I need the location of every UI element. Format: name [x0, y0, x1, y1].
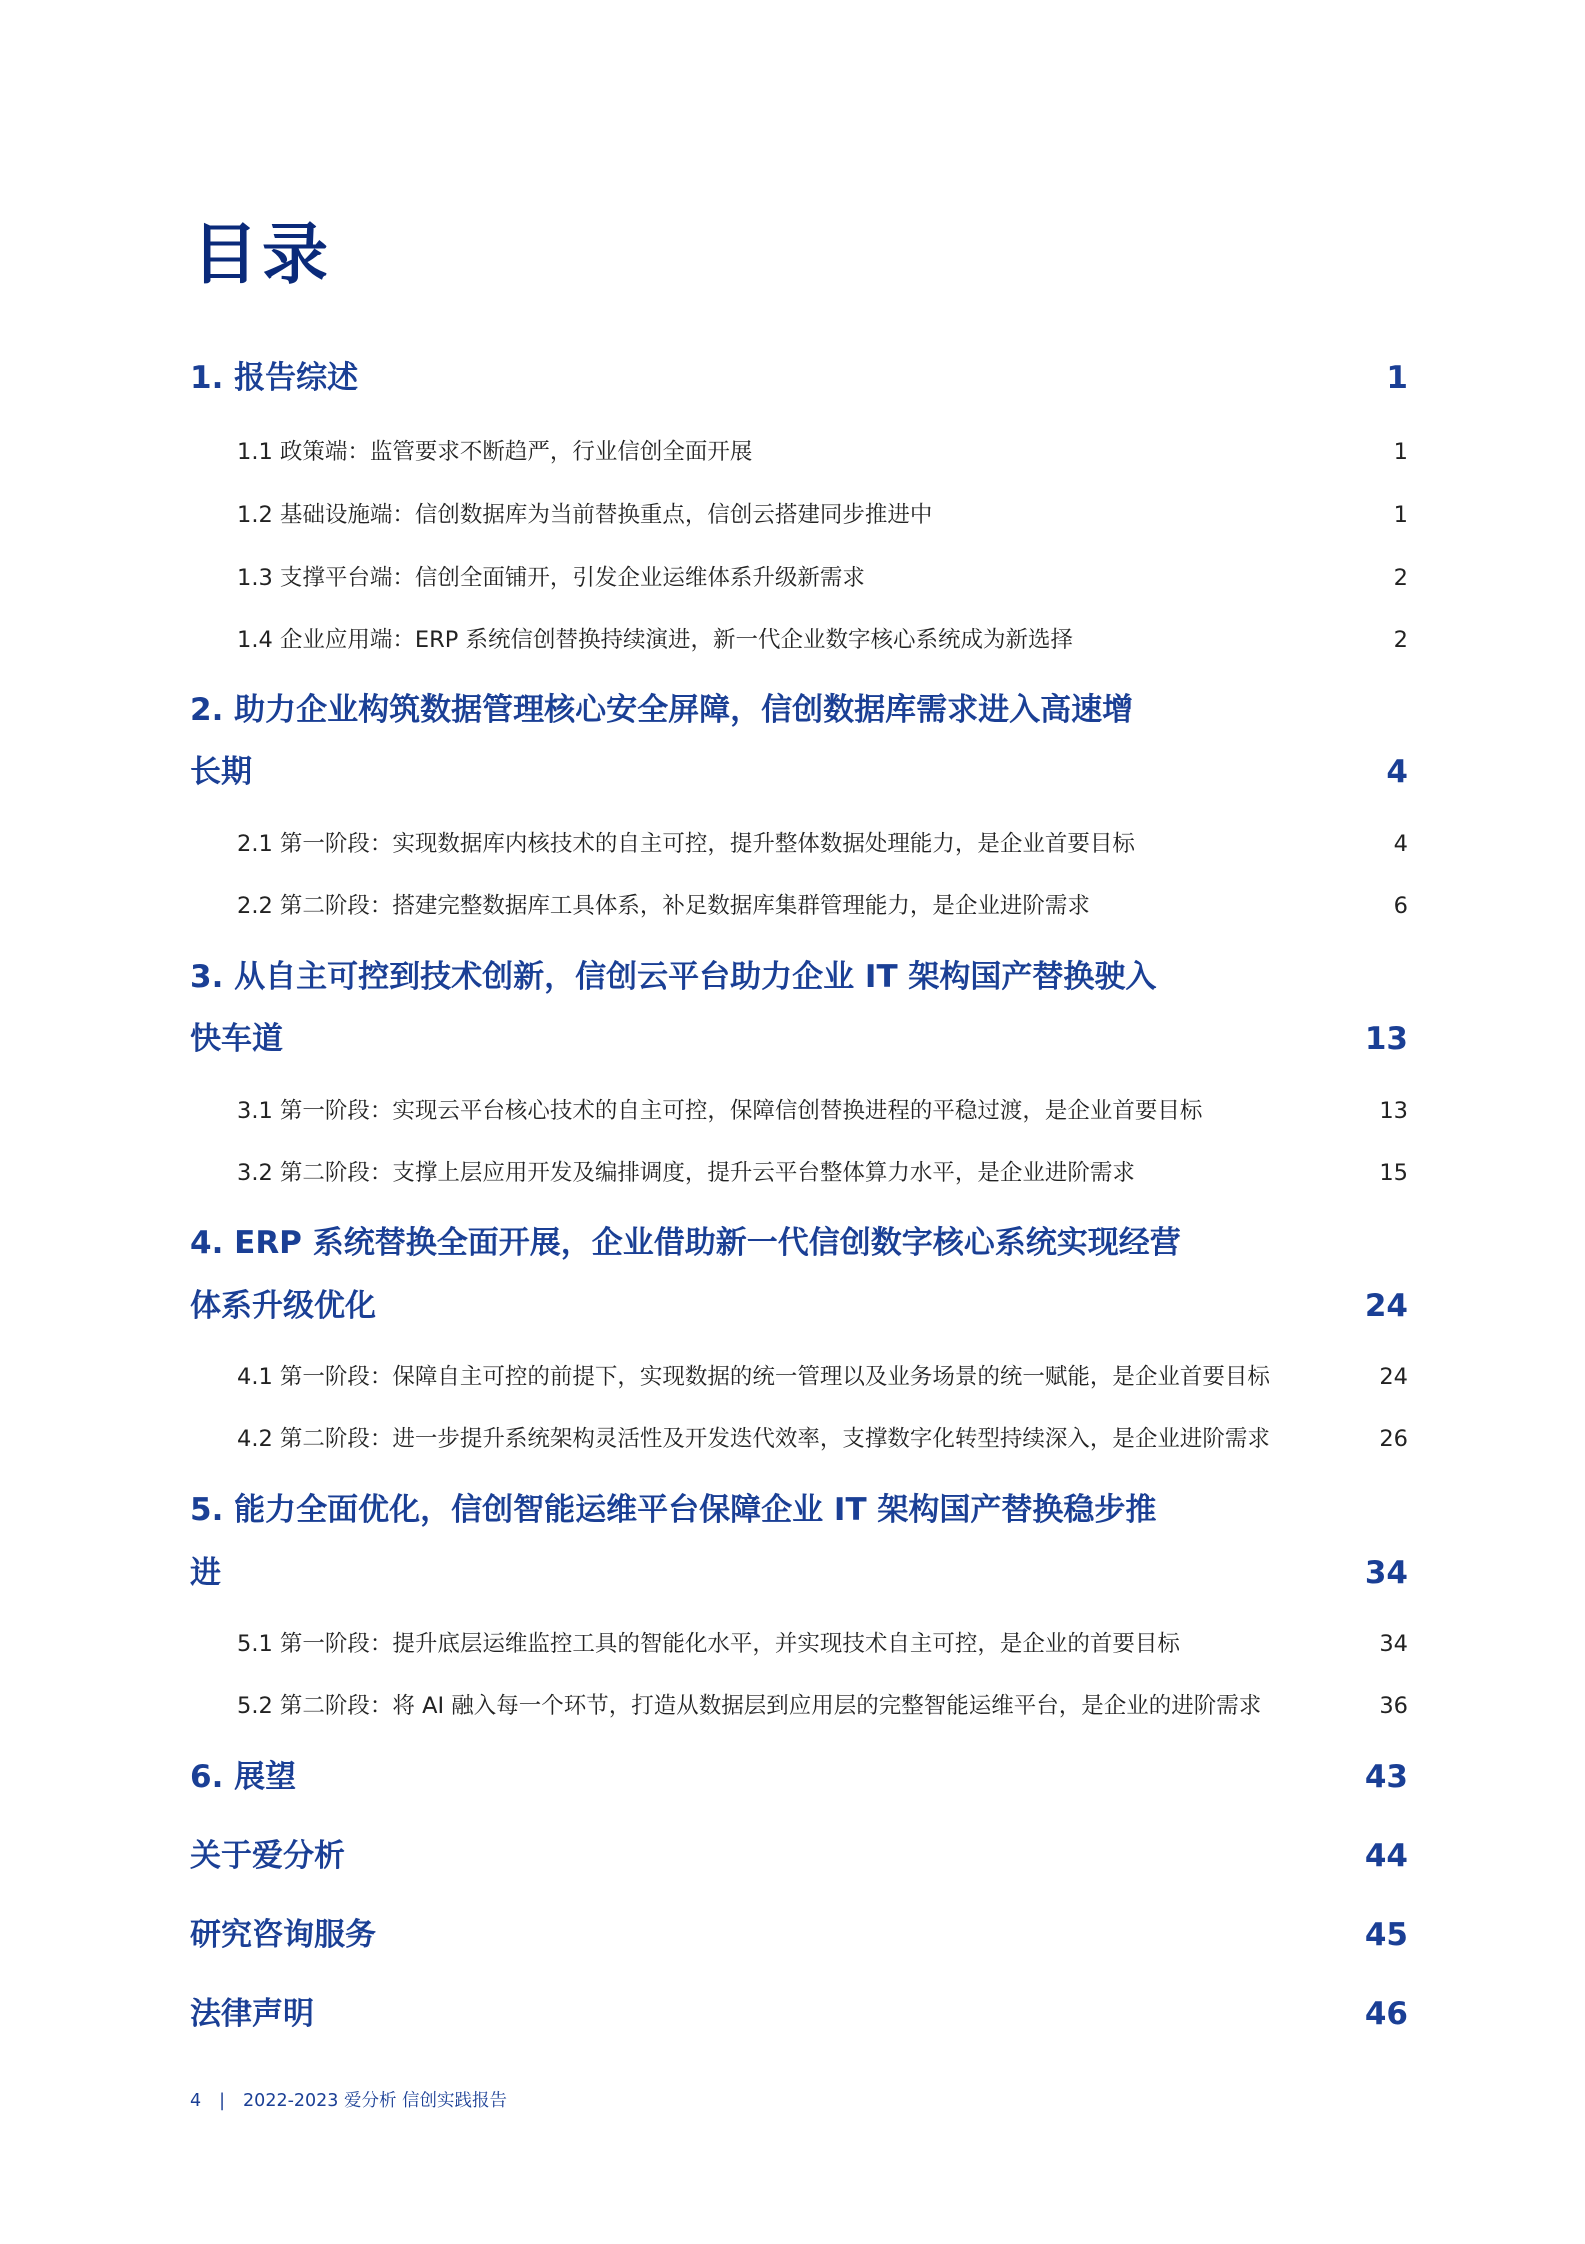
toc-subsection-1-2-page: 1	[1393, 502, 1408, 528]
toc-subsection-1-1[interactable]: 1.1 政策端：监管要求不断趋严，行业信创全面开展	[237, 439, 753, 465]
toc-section-4-page: 24	[1364, 1288, 1408, 1324]
toc-subsection-4-1[interactable]: 4.1 第一阶段：保障自主可控的前提下，实现数据的统一管理以及业务场景的统一赋能，是企业首要目标	[237, 1364, 1270, 1390]
footer-page-number: 4	[190, 2091, 202, 2111]
toc-subsection-4-2-page: 26	[1379, 1426, 1408, 1452]
toc-section-3-title-line2[interactable]: 快车道	[190, 1021, 283, 1057]
toc-section-6-title[interactable]: 6. 展望	[190, 1759, 297, 1795]
toc-subsection-5-2[interactable]: 5.2 第二阶段：将 AI 融入每一个环节，打造从数据层到应用层的完整智能运维平台，是企业的进阶需求	[237, 1693, 1262, 1719]
toc-section-5-title-line2[interactable]: 进	[190, 1555, 221, 1591]
footer-report-title: 2022-2023 爱分析 信创实践报告	[243, 2091, 508, 2111]
footer-separator: |	[219, 2091, 226, 2111]
toc-subsection-5-1[interactable]: 5.1 第一阶段：提升底层运维监控工具的智能化水平，并实现技术自主可控，是企业的首要目标	[237, 1631, 1180, 1657]
toc-subsection-1-4-page: 2	[1393, 627, 1408, 653]
toc-section-3-page: 13	[1364, 1021, 1408, 1057]
toc-section-1-page: 1	[1386, 360, 1408, 396]
toc-consulting-title[interactable]: 研究咨询服务	[190, 1917, 376, 1953]
page-title: 目录	[192, 216, 332, 293]
toc-subsection-3-1-page: 13	[1379, 1098, 1408, 1124]
page-footer	[190, 2087, 507, 2112]
toc-subsection-2-2-page: 6	[1393, 893, 1408, 919]
toc-section-6-page: 43	[1364, 1759, 1408, 1795]
toc-section-3-title-line1[interactable]: 3. 从自主可控到技术创新，信创云平台助力企业 IT 架构国产替换驶入	[190, 959, 1157, 995]
toc-section-5-title-line1[interactable]: 5. 能力全面优化，信创智能运维平台保障企业 IT 架构国产替换稳步推	[190, 1492, 1157, 1528]
toc-section-4-title-line2[interactable]: 体系升级优化	[190, 1288, 376, 1324]
toc-subsection-4-2[interactable]: 4.2 第二阶段：进一步提升系统架构灵活性及开发迭代效率，支撑数字化转型持续深入，是企业进阶需求	[237, 1426, 1270, 1452]
toc-subsection-2-2[interactable]: 2.2 第二阶段：搭建完整数据库工具体系，补足数据库集群管理能力，是企业进阶需求	[237, 893, 1090, 919]
toc-subsection-1-3-page: 2	[1393, 565, 1408, 591]
toc-section-2-page: 4	[1386, 754, 1408, 790]
toc-legal-title[interactable]: 法律声明	[190, 1996, 314, 2032]
toc-section-5-page: 34	[1364, 1555, 1408, 1591]
toc-subsection-2-1-page: 4	[1393, 831, 1408, 857]
toc-subsection-3-2[interactable]: 3.2 第二阶段：支撑上层应用开发及编排调度，提升云平台整体算力水平，是企业进阶需求	[237, 1160, 1135, 1186]
toc-about-page: 44	[1364, 1838, 1408, 1874]
toc-subsection-1-1-page: 1	[1393, 439, 1408, 465]
toc-about-title[interactable]: 关于爱分析	[190, 1838, 345, 1874]
toc-section-1-title[interactable]: 1. 报告综述	[190, 360, 359, 396]
toc-section-2-title-line1[interactable]: 2. 助力企业构筑数据管理核心安全屏障，信创数据库需求进入高速增	[190, 692, 1134, 728]
toc-subsection-4-1-page: 24	[1379, 1364, 1408, 1390]
toc-legal-page: 46	[1364, 1996, 1408, 2032]
toc-subsection-1-3[interactable]: 1.3 支撑平台端：信创全面铺开，引发企业运维体系升级新需求	[237, 565, 865, 591]
toc-subsection-5-2-page: 36	[1379, 1693, 1408, 1719]
toc-subsection-3-1[interactable]: 3.1 第一阶段：实现云平台核心技术的自主可控，保障信创替换进程的平稳过渡，是企业首要目标	[237, 1098, 1203, 1124]
toc-subsection-1-4[interactable]: 1.4 企业应用端：ERP 系统信创替换持续演进，新一代企业数字核心系统成为新选择	[237, 627, 1074, 653]
toc-section-2-title-line2[interactable]: 长期	[190, 754, 252, 790]
toc-subsection-2-1[interactable]: 2.1 第一阶段：实现数据库内核技术的自主可控，提升整体数据处理能力，是企业首要目标	[237, 831, 1135, 857]
toc-section-4-title-line1[interactable]: 4. ERP 系统替换全面开展，企业借助新一代信创数字核心系统实现经营	[190, 1225, 1181, 1261]
toc-subsection-1-2[interactable]: 1.2 基础设施端：信创数据库为当前替换重点，信创云搭建同步推进中	[237, 502, 933, 528]
toc-subsection-5-1-page: 34	[1379, 1631, 1408, 1657]
toc-consulting-page: 45	[1364, 1917, 1408, 1953]
toc-subsection-3-2-page: 15	[1379, 1160, 1408, 1186]
